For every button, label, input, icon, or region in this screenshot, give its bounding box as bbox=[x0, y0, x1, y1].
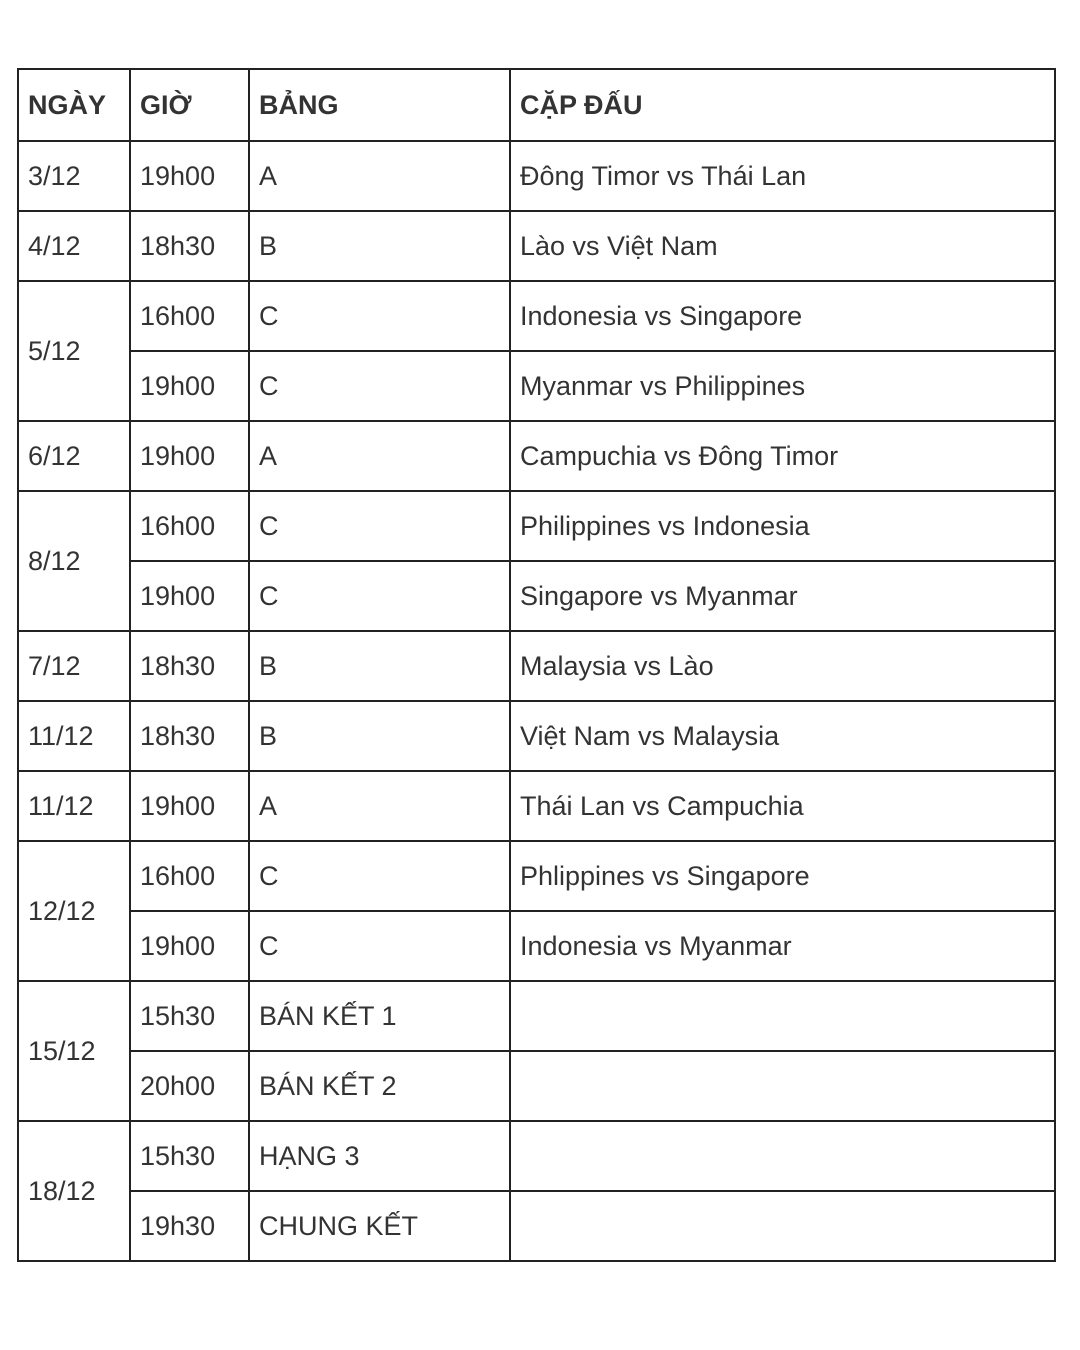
time-cell: 16h00 bbox=[130, 491, 249, 561]
group-cell: C bbox=[249, 491, 510, 561]
match-cell-highlight: Việt Nam vs Malaysia bbox=[510, 701, 1055, 771]
time-cell: 16h00 bbox=[130, 841, 249, 911]
group-cell: C bbox=[249, 351, 510, 421]
group-cell: BÁN KẾT 2 bbox=[249, 1051, 510, 1121]
match-cell bbox=[510, 1191, 1055, 1261]
match-cell: Malaysia vs Lào bbox=[510, 631, 1055, 701]
date-cell: 4/12 bbox=[18, 211, 130, 281]
match-cell: Đông Timor vs Thái Lan bbox=[510, 141, 1055, 211]
time-cell: 18h30 bbox=[130, 631, 249, 701]
date-cell: 15/12 bbox=[18, 981, 130, 1121]
time-cell: 19h00 bbox=[130, 561, 249, 631]
group-cell: A bbox=[249, 421, 510, 491]
match-cell: Indonesia vs Myanmar bbox=[510, 911, 1055, 981]
table-row bbox=[18, 561, 1055, 631]
table-header-row bbox=[18, 69, 1055, 141]
group-cell: C bbox=[249, 911, 510, 981]
match-cell bbox=[510, 1051, 1055, 1121]
table-row bbox=[18, 911, 1055, 981]
date-cell: 11/12 bbox=[18, 701, 130, 771]
match-cell: Singapore vs Myanmar bbox=[510, 561, 1055, 631]
date-cell: 5/12 bbox=[18, 281, 130, 421]
time-cell: 19h00 bbox=[130, 141, 249, 211]
group-cell: B bbox=[249, 631, 510, 701]
schedule-table bbox=[17, 68, 1056, 1262]
group-cell: BÁN KẾT 1 bbox=[249, 981, 510, 1051]
match-cell: Myanmar vs Philippines bbox=[510, 351, 1055, 421]
time-cell: 18h30 bbox=[130, 211, 249, 281]
table-row bbox=[18, 421, 1055, 491]
date-cell: 12/12 bbox=[18, 841, 130, 981]
time-cell: 16h00 bbox=[130, 281, 249, 351]
date-cell: 11/12 bbox=[18, 771, 130, 841]
match-cell: Phlippines vs Singapore bbox=[510, 841, 1055, 911]
table-row bbox=[18, 701, 1055, 771]
table-row bbox=[18, 211, 1055, 281]
group-cell: C bbox=[249, 281, 510, 351]
match-cell bbox=[510, 1121, 1055, 1191]
table-row bbox=[18, 1051, 1055, 1121]
time-cell: 18h30 bbox=[130, 701, 249, 771]
group-cell: A bbox=[249, 141, 510, 211]
header-time: GIỜ bbox=[130, 69, 249, 141]
table-row bbox=[18, 981, 1055, 1051]
match-cell: Indonesia vs Singapore bbox=[510, 281, 1055, 351]
time-cell: 19h00 bbox=[130, 421, 249, 491]
date-cell: 18/12 bbox=[18, 1121, 130, 1261]
date-cell: 6/12 bbox=[18, 421, 130, 491]
group-cell: B bbox=[249, 701, 510, 771]
match-cell: Philippines vs Indonesia bbox=[510, 491, 1055, 561]
time-cell: 19h00 bbox=[130, 911, 249, 981]
date-cell: 8/12 bbox=[18, 491, 130, 631]
date-cell: 3/12 bbox=[18, 141, 130, 211]
header-date: NGÀY bbox=[18, 69, 130, 141]
date-cell: 7/12 bbox=[18, 631, 130, 701]
time-cell: 15h30 bbox=[130, 981, 249, 1051]
time-cell: 19h00 bbox=[130, 351, 249, 421]
header-match: CẶP ĐẤU bbox=[510, 69, 1055, 141]
group-cell: C bbox=[249, 561, 510, 631]
match-cell: Campuchia vs Đông Timor bbox=[510, 421, 1055, 491]
table-row bbox=[18, 351, 1055, 421]
time-cell: 15h30 bbox=[130, 1121, 249, 1191]
table-row bbox=[18, 141, 1055, 211]
table-row bbox=[18, 1191, 1055, 1261]
table-row bbox=[18, 841, 1055, 911]
group-cell: B bbox=[249, 211, 510, 281]
match-cell: Thái Lan vs Campuchia bbox=[510, 771, 1055, 841]
header-group: BẢNG bbox=[249, 69, 510, 141]
table-row bbox=[18, 771, 1055, 841]
table-row bbox=[18, 1121, 1055, 1191]
group-cell-highlight: HẠNG 3 bbox=[249, 1121, 510, 1191]
match-cell-highlight: Lào vs Việt Nam bbox=[510, 211, 1055, 281]
time-cell: 19h00 bbox=[130, 771, 249, 841]
group-cell: C bbox=[249, 841, 510, 911]
group-cell: A bbox=[249, 771, 510, 841]
match-cell bbox=[510, 981, 1055, 1051]
group-cell-highlight: CHUNG KẾT bbox=[249, 1191, 510, 1261]
time-cell: 20h00 bbox=[130, 1051, 249, 1121]
table-row bbox=[18, 631, 1055, 701]
table-row bbox=[18, 491, 1055, 561]
table-row bbox=[18, 281, 1055, 351]
time-cell-highlight: 19h30 bbox=[130, 1191, 249, 1261]
